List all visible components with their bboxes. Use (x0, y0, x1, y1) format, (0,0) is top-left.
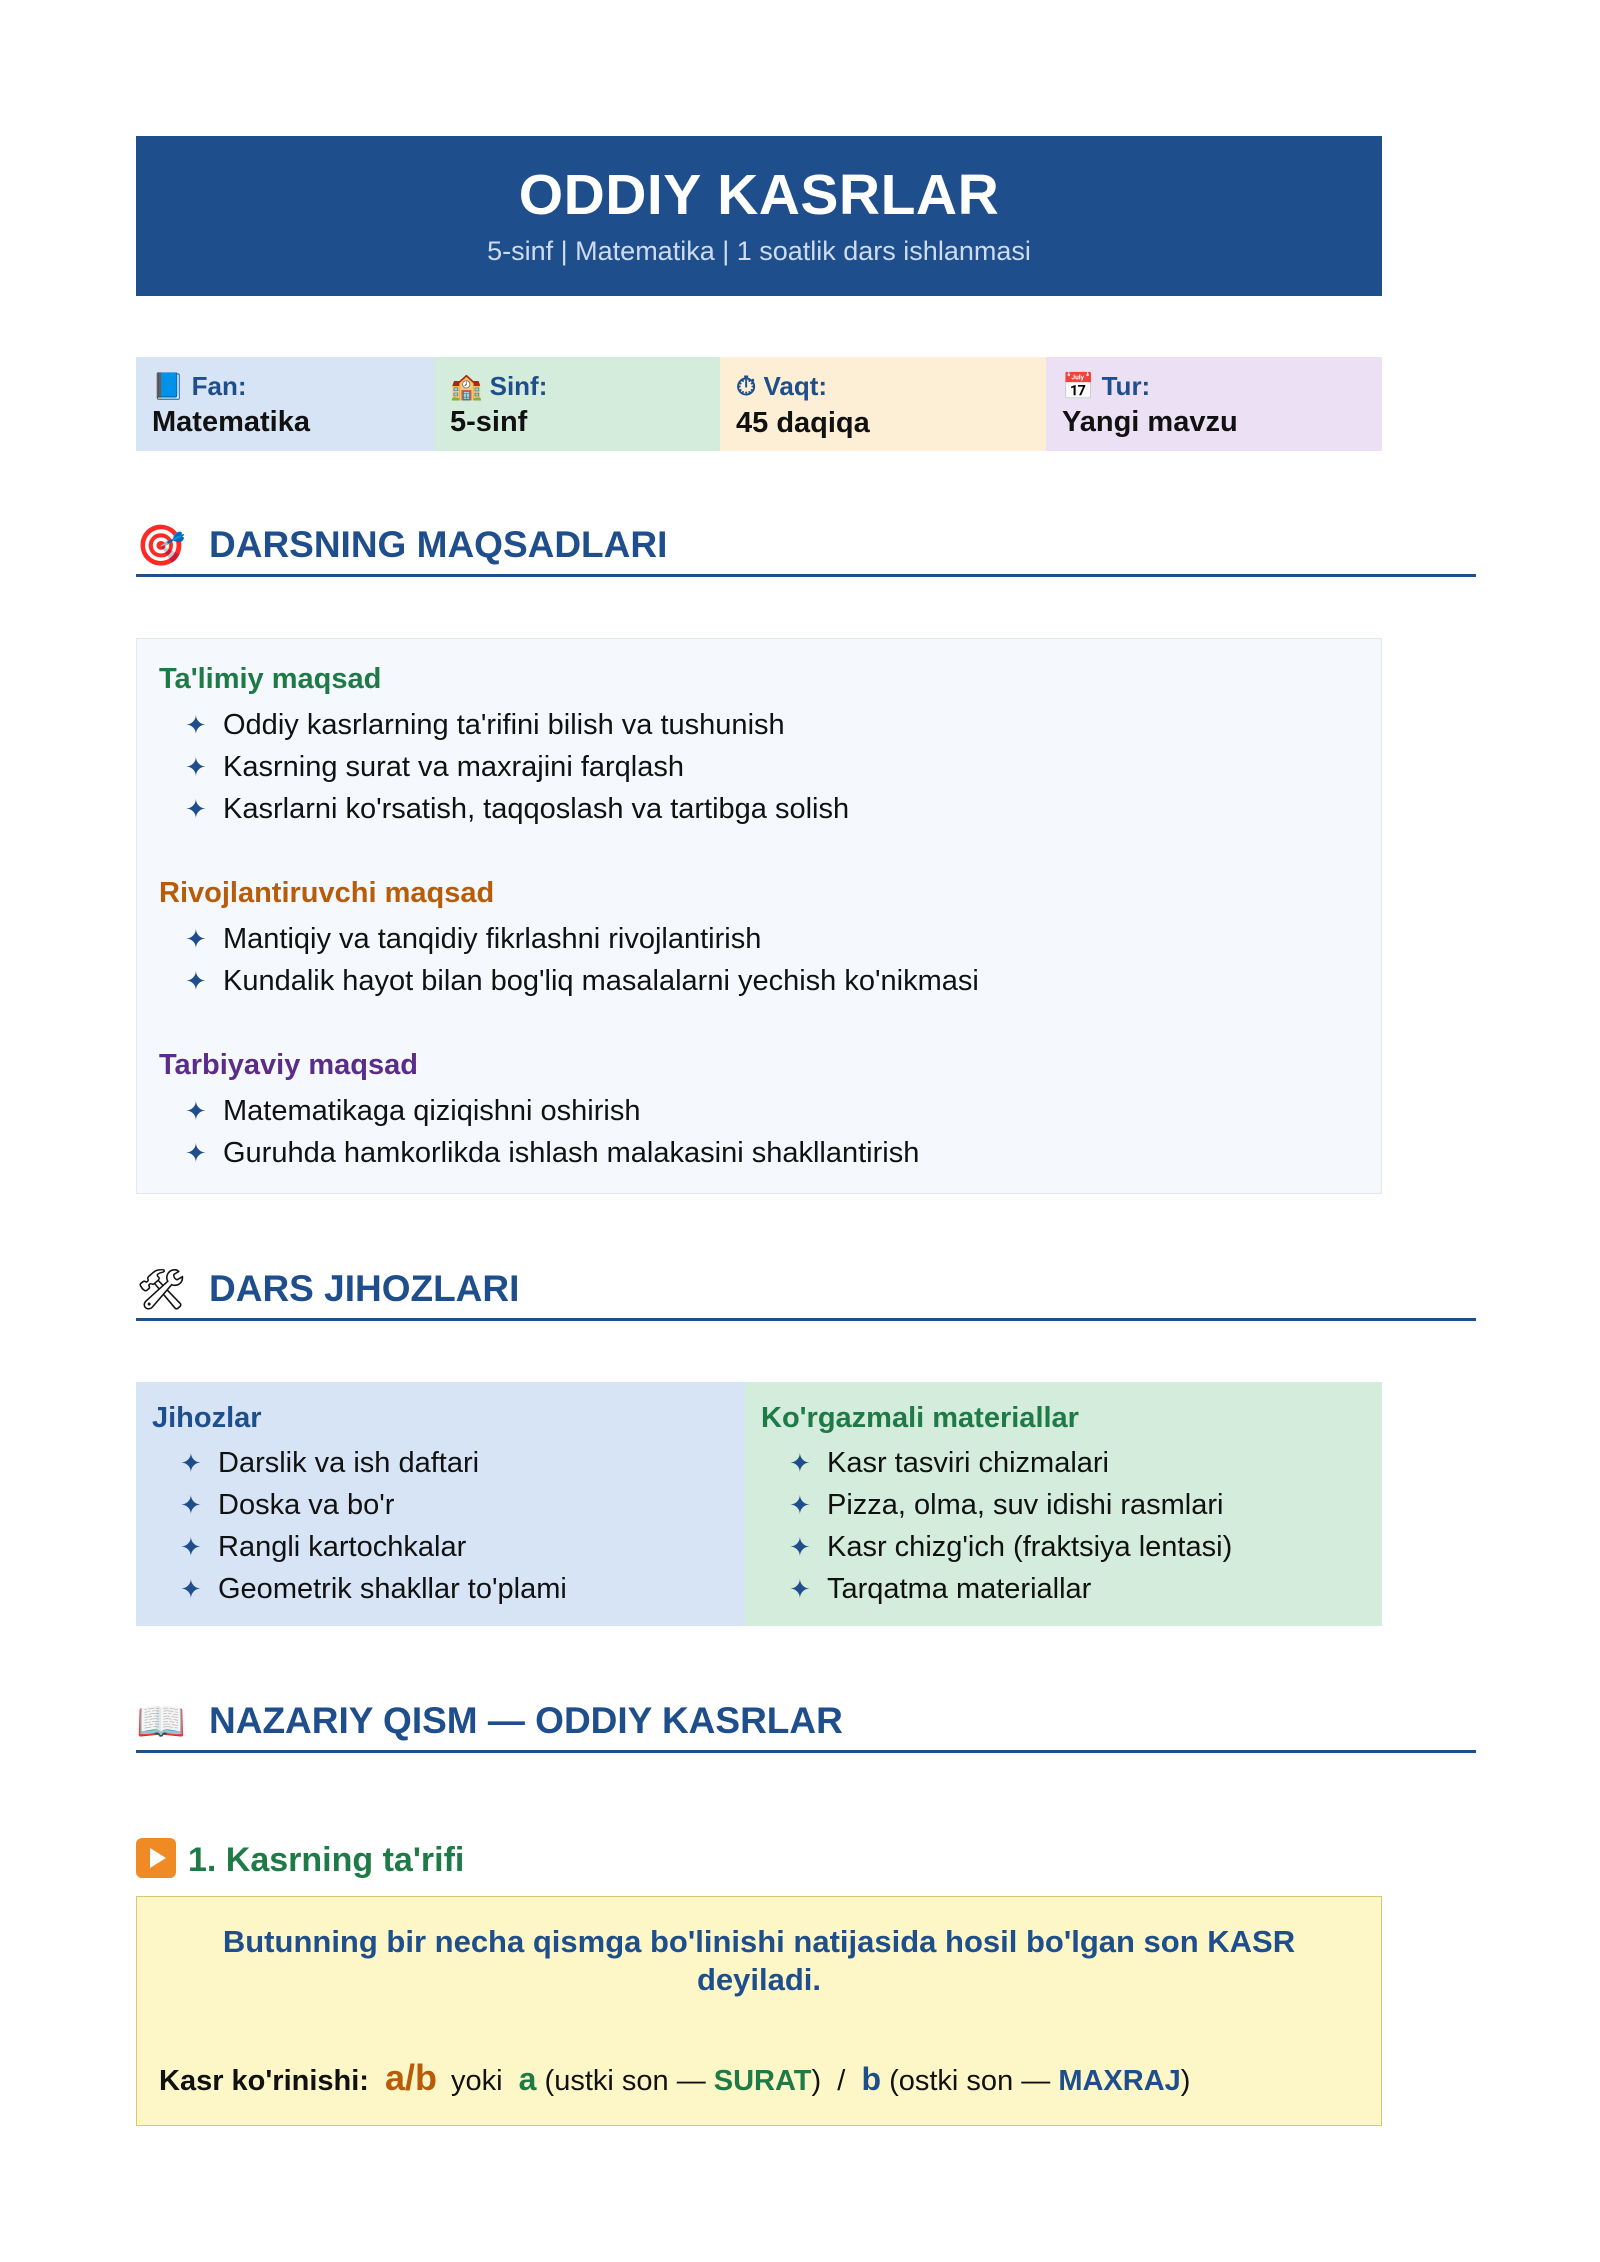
star-bullet-icon: ✦ (789, 1574, 811, 1604)
play-button-icon (136, 1838, 176, 1878)
page-subtitle: 5-sinf | Matematika | 1 soatlik dars ishlanmasi (487, 236, 1031, 266)
equipment-visuals-title: Ko'rgazmali materiallar (761, 1402, 1079, 1434)
tools-icon: 🛠 (136, 1268, 187, 1312)
star-bullet-icon: ✦ (180, 1448, 202, 1478)
star-bullet-icon: ✦ (185, 752, 207, 782)
equipment-tools-cell (136, 1382, 745, 1626)
section-goals-title: DARSNING MAQSADLARI (209, 524, 668, 565)
list-item: ✦ Kundalik hayot bilan bog'liq masalalarni yechish ko'nikmasi (185, 960, 979, 1002)
star-bullet-icon: ✦ (180, 1574, 202, 1604)
form-a: a (518, 2061, 537, 2097)
equipment-visuals-cell (745, 1382, 1382, 1626)
section-equipment-title: DARS JIHOZLARI (209, 1268, 520, 1309)
goal-upbringing-list (185, 1090, 919, 1174)
open-book-icon: 📖 (136, 1700, 186, 1744)
form-label: Kasr ko'rinishi: (159, 2065, 369, 2097)
star-bullet-icon: ✦ (185, 924, 207, 954)
equipment-visuals-list (789, 1442, 1232, 1610)
info-subject-value: Matematika (152, 406, 310, 438)
stopwatch-icon: ⏱ (736, 371, 757, 401)
equipment-table (136, 1382, 1382, 1626)
list-item: ✦ Oddiy kasrlarning ta'rifini bilish va tushunish (185, 704, 849, 746)
list-item: ✦ Geometrik shakllar to'plami (180, 1568, 567, 1610)
star-bullet-icon: ✦ (180, 1490, 202, 1520)
equipment-tools-title: Jihozlar (152, 1402, 262, 1434)
goal-educational-list (185, 704, 849, 830)
info-type-label: Tur: (1101, 371, 1151, 401)
goal-upbringing-title: Tarbiyaviy maqsad (159, 1049, 418, 1081)
goal-educational-title: Ta'limiy maqsad (159, 663, 382, 695)
info-grade (434, 357, 720, 451)
form-symbol: a/b (384, 2057, 437, 2098)
star-bullet-icon: ✦ (185, 966, 207, 996)
list-item: ✦ Darslik va ish daftari (180, 1442, 567, 1484)
star-bullet-icon: ✦ (789, 1490, 811, 1520)
equipment-tools-list (180, 1442, 567, 1610)
list-item: ✦ Kasrlarni ko'rsatish, taqqoslash va tartibga solish (185, 788, 849, 830)
goal-developmental-list (185, 918, 979, 1002)
info-grade-label: Sinf: (489, 371, 548, 401)
school-icon: 🏫 (450, 371, 483, 401)
goals-box (136, 638, 1382, 1194)
definition-text: Butunning bir necha qismga bo'linishi natijasida hosil bo'lgan son KASR deyiladi. (222, 1924, 1296, 1997)
info-time (720, 357, 1046, 451)
list-item: ✦ Kasr chizg'ich (fraktsiya lentasi) (789, 1526, 1232, 1568)
section-theory-title: NAZARIY QISM — ODDIY KASRLAR (209, 1700, 843, 1741)
goal-developmental-title: Rivojlantiruvchi maqsad (159, 877, 495, 909)
list-item: ✦ Rangli kartochkalar (180, 1526, 567, 1568)
page-title: ODDIY KASRLAR (518, 163, 1000, 227)
info-type-value: Yangi mavzu (1062, 406, 1238, 438)
info-subject-label: Fan: (191, 371, 247, 401)
form-slash: / (837, 2065, 846, 2097)
info-time-label: Vaqt: (763, 371, 828, 401)
target-icon: 🎯 (136, 524, 186, 568)
list-item: ✦ Mantiqiy va tanqidiy fikrlashni rivojlantirish (185, 918, 979, 960)
definition-heading (136, 1838, 464, 1880)
list-item: ✦ Kasr tasviri chizmalari (789, 1442, 1232, 1484)
star-bullet-icon: ✦ (789, 1532, 811, 1562)
star-bullet-icon: ✦ (185, 794, 207, 824)
list-item: ✦ Kasrning surat va maxrajini farqlash (185, 746, 849, 788)
fraction-form: Kasr ko'rinishi: a/b yoki a (ustki son — SURAT) / b (ostki son — MAXRAJ) (159, 2057, 1191, 2098)
star-bullet-icon: ✦ (185, 1096, 207, 1126)
term-numerator: SURAT (713, 2065, 812, 2097)
calendar-icon: 📅 (1062, 371, 1095, 401)
title-banner (136, 136, 1382, 296)
star-bullet-icon: ✦ (185, 1138, 207, 1168)
star-bullet-icon: ✦ (789, 1448, 811, 1478)
list-item: ✦ Doska va bo'r (180, 1484, 567, 1526)
list-item: ✦ Matematikaga qiziqishni oshirish (185, 1090, 919, 1132)
info-type (1046, 357, 1382, 451)
info-subject (136, 357, 434, 451)
info-strip (136, 357, 1382, 451)
list-item: ✦ Guruhda hamkorlikda ishlash malakasini shakllantirish (185, 1132, 919, 1174)
section-equipment-heading (136, 1262, 1476, 1321)
definition-heading-text: 1. Kasrning ta'rifi (188, 1841, 465, 1879)
list-item: ✦ Tarqatma materiallar (789, 1568, 1232, 1610)
section-goals-heading (136, 518, 1476, 577)
form-b: b (861, 2061, 882, 2097)
form-or: yoki (450, 2065, 503, 2097)
section-theory-heading (136, 1694, 1476, 1753)
term-denominator: MAXRAJ (1058, 2065, 1181, 2097)
info-time-value: 45 daqiqa (736, 407, 870, 439)
definition-box (136, 1896, 1382, 2126)
blue-book-icon: 📘 (152, 371, 185, 401)
star-bullet-icon: ✦ (180, 1532, 202, 1562)
info-grade-value: 5-sinf (450, 406, 528, 438)
list-item: ✦ Pizza, olma, suv idishi rasmlari (789, 1484, 1232, 1526)
star-bullet-icon: ✦ (185, 710, 207, 740)
